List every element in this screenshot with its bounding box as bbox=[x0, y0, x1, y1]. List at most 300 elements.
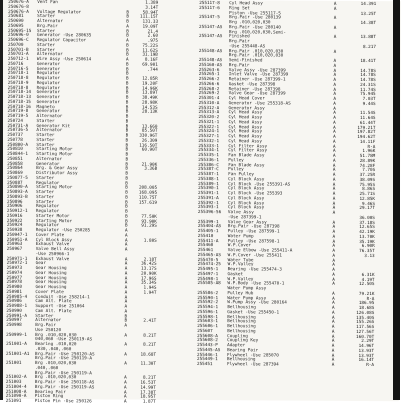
part-description: Cyl Block -Use 255391-AS bbox=[228, 183, 328, 188]
part-description: Valve Gear Assy bbox=[228, 221, 328, 226]
part-category: B bbox=[123, 111, 132, 116]
part-number: 255324-1 bbox=[198, 130, 228, 135]
part-description: Cover Plate bbox=[36, 234, 122, 239]
part-number: 250718-9 bbox=[8, 82, 37, 87]
part-description: Valve Assy -Use 287399 bbox=[229, 69, 329, 74]
part-number: 250719-8 bbox=[8, 110, 37, 115]
part-description: W.P.Valley bbox=[228, 263, 328, 268]
part-number: 255332-1 bbox=[198, 140, 228, 145]
part-number: 250701-B bbox=[8, 48, 37, 53]
part-price: 8.86S bbox=[340, 188, 375, 193]
part-price: 14.53S bbox=[132, 106, 158, 111]
part-number: 250718-14 bbox=[8, 91, 37, 96]
part-number: 255446-1 bbox=[197, 353, 227, 358]
part-number: 251008-A bbox=[6, 390, 35, 395]
part-category: A bbox=[122, 258, 131, 263]
part-price: 126.08S bbox=[339, 312, 374, 317]
part-description: Brg.Pair -Use 250119-AS bbox=[35, 386, 121, 391]
part-description: Cyl Block Assy bbox=[228, 187, 328, 192]
part-price: 75.945 bbox=[341, 93, 376, 98]
part-number: 250712-1 bbox=[8, 58, 37, 63]
part-category: B bbox=[123, 87, 132, 92]
part-category: B bbox=[122, 182, 131, 187]
part-description: Brg .010,020,030 bbox=[35, 333, 121, 338]
part-description: Brg. & Gear Assy bbox=[36, 167, 122, 172]
part-description: W.P.Cover bbox=[228, 244, 328, 249]
part-description: Exhaust Valve bbox=[36, 243, 122, 248]
part-category: A bbox=[121, 334, 130, 339]
part-price: 20.90K bbox=[131, 272, 157, 277]
part-price: 2.29T bbox=[339, 340, 374, 345]
part-description: Pulley Hub bbox=[227, 292, 327, 297]
part-description: Alternator bbox=[36, 158, 122, 163]
part-category: A bbox=[327, 293, 339, 298]
part-category: A bbox=[122, 234, 131, 239]
part-description: Conduit -Use 258214-1 bbox=[35, 295, 121, 300]
part-description: Coupling Key bbox=[227, 339, 327, 344]
part-number: 250718-1 bbox=[8, 72, 37, 77]
part-number: 255585-A8 bbox=[197, 282, 227, 287]
part-price: 1.389 bbox=[132, 2, 158, 7]
part-price: 13.70K bbox=[340, 236, 375, 241]
part-price: 79.21K bbox=[339, 293, 374, 298]
part-price: 26.309 bbox=[131, 139, 157, 144]
part-number: 250990 bbox=[6, 310, 35, 315]
part-price: 36.00S bbox=[340, 217, 375, 222]
part-description: Brg .010,020,030,Semi- bbox=[229, 31, 329, 36]
part-description: Starter bbox=[36, 191, 122, 196]
scan-edge-left bbox=[0, 0, 3, 400]
part-description: Alternator bbox=[36, 115, 122, 120]
part-number: 250718-8 bbox=[8, 77, 37, 82]
part-number: 250716 bbox=[8, 63, 37, 68]
part-category: B bbox=[123, 49, 132, 54]
part-price: 21.90K bbox=[131, 163, 157, 168]
part-category: A bbox=[328, 183, 340, 188]
part-category: A bbox=[329, 50, 341, 55]
part-category: A bbox=[121, 386, 130, 391]
part-description: Brg.Pair -Use 250120-AS bbox=[35, 352, 121, 357]
part-category: A bbox=[328, 226, 340, 231]
part-number: 251001 bbox=[6, 362, 35, 367]
part-number: 255596-1 bbox=[197, 311, 227, 316]
part-category: B bbox=[122, 211, 131, 216]
part-description: Generator bbox=[36, 162, 122, 167]
part-category: A bbox=[121, 391, 130, 396]
part-number: 255117-8 bbox=[199, 2, 229, 7]
part-price: 1.96K bbox=[340, 150, 375, 155]
part-category: B bbox=[123, 73, 132, 78]
part-row bbox=[6, 400, 171, 406]
part-price: 3.13 bbox=[340, 255, 375, 260]
part-description: Alternator bbox=[35, 319, 121, 324]
part-category: B bbox=[122, 220, 131, 225]
part-category: B bbox=[122, 187, 131, 192]
part-description: Cyl Head Assy bbox=[228, 140, 328, 145]
part-category: A bbox=[327, 364, 339, 369]
part-category: A bbox=[121, 301, 130, 306]
part-description: Regulator Capacitor bbox=[37, 39, 123, 44]
part-description: Brg.Pair .010,020,030 bbox=[229, 54, 329, 59]
part-price: 13.93T bbox=[339, 354, 374, 359]
part-number: 250980 bbox=[6, 286, 35, 291]
part-number: 255396-56 bbox=[198, 211, 228, 216]
part-category: B bbox=[122, 116, 131, 121]
part-number: 250893-B bbox=[7, 196, 36, 201]
part-description: Cyl Block Assy bbox=[228, 178, 328, 183]
part-number: 250890-A bbox=[7, 186, 36, 191]
part-category: A bbox=[328, 169, 340, 174]
part-number: 250718-15 bbox=[8, 101, 37, 106]
part-category: A bbox=[122, 263, 131, 268]
part-number: 251003 bbox=[6, 381, 35, 386]
parts-column-right bbox=[197, 2, 389, 399]
part-category: A bbox=[328, 150, 340, 155]
part-price: 77.50K bbox=[131, 215, 157, 220]
part-price: 117.56S bbox=[339, 326, 374, 331]
part-number: 255445-AS bbox=[197, 349, 227, 354]
part-number: 251004-4 bbox=[6, 386, 35, 391]
part-category: B bbox=[122, 206, 131, 211]
part-category: B bbox=[123, 21, 132, 26]
part-description: Starter bbox=[36, 134, 122, 139]
part-price: R-A bbox=[339, 364, 374, 369]
part-description: Brg.Pair -Use 280139 bbox=[229, 16, 329, 21]
part-number: 250736-5 bbox=[7, 129, 36, 134]
part-price: 35.19K bbox=[340, 240, 375, 245]
part-description: Gear bbox=[36, 262, 122, 267]
part-price: 91.29S bbox=[131, 225, 157, 230]
part-category: B bbox=[122, 168, 131, 173]
part-number: 255266-2 bbox=[199, 78, 229, 83]
part-category: A bbox=[121, 325, 130, 330]
part-number: 250972-1 bbox=[7, 262, 36, 267]
part-number: 250676-A bbox=[8, 10, 37, 15]
part-price: 38.09S bbox=[340, 179, 375, 184]
part-category: A bbox=[123, 59, 132, 64]
part-description: Fan Pulley bbox=[228, 173, 328, 178]
part-price: R-A bbox=[340, 145, 375, 150]
part-description: Starter Motor bbox=[36, 215, 122, 220]
part-description: Cyl Head Assy bbox=[228, 135, 328, 140]
part-number: 255265-1 bbox=[199, 73, 229, 78]
part-description: Cyl Head Assy bbox=[229, 2, 329, 7]
part-number: 255147-5 bbox=[199, 16, 229, 21]
part-price: 12.50S bbox=[339, 283, 374, 288]
part-category: B bbox=[123, 106, 132, 111]
part-category: A bbox=[121, 306, 130, 311]
part-number: 250718-8 bbox=[8, 86, 37, 91]
part-price: 8.21T bbox=[130, 334, 156, 339]
part-price: 160.70T bbox=[339, 335, 374, 340]
part-description: -Use 255448-AS bbox=[229, 45, 329, 50]
part-price: .975 bbox=[132, 40, 158, 45]
part-category: B bbox=[122, 177, 131, 182]
part-number: 251091 bbox=[6, 400, 35, 405]
part-number: 251002-A bbox=[6, 376, 35, 381]
part-number: 255391-A bbox=[198, 197, 228, 202]
part-number: 250997 bbox=[6, 319, 35, 324]
part-category: B bbox=[122, 215, 131, 220]
part-category: A bbox=[328, 188, 340, 193]
part-number: 255386-C bbox=[198, 163, 228, 168]
part-description: Alternator bbox=[36, 129, 122, 134]
part-price: 4.19T bbox=[339, 278, 374, 283]
part-price: 75.22S bbox=[132, 44, 158, 49]
part-description: Piston Pin -Use 250126 bbox=[35, 400, 121, 405]
part-description: Pulley bbox=[228, 168, 328, 173]
part-category: A bbox=[327, 326, 339, 331]
part-number: 255465-AS bbox=[198, 254, 228, 259]
part-description: Bellhousing bbox=[227, 325, 327, 330]
part-description: Cyl Head Assy bbox=[229, 111, 329, 116]
part-row bbox=[197, 363, 387, 369]
part-category: A bbox=[328, 126, 340, 131]
part-number: 255451 bbox=[197, 363, 227, 368]
part-category: A bbox=[121, 377, 130, 382]
part-description: Starter bbox=[36, 200, 122, 205]
part-category: B bbox=[122, 225, 131, 230]
part-number: 255443-P bbox=[197, 344, 227, 349]
part-price: 25.71S bbox=[340, 193, 375, 198]
part-number: 255263-6 bbox=[199, 68, 229, 73]
part-category: A bbox=[329, 84, 341, 89]
part-category: A bbox=[328, 236, 340, 241]
part-number: 250981 bbox=[6, 291, 35, 296]
part-number: 255590-1 bbox=[197, 296, 227, 301]
part-number: 250778 bbox=[7, 139, 36, 144]
part-price: 19.20F bbox=[132, 82, 158, 87]
part-price: 14.78S bbox=[341, 79, 376, 84]
part-category: A bbox=[121, 282, 130, 287]
part-category: A bbox=[327, 331, 339, 336]
part-description: Starter bbox=[36, 196, 122, 201]
part-category: A bbox=[328, 274, 340, 279]
part-price: 14.391 bbox=[341, 3, 376, 8]
part-number: 250676-A bbox=[8, 1, 37, 6]
part-price: 74.28F bbox=[340, 164, 375, 169]
part-category: A bbox=[329, 88, 341, 93]
part-price: 28.98K bbox=[132, 101, 158, 106]
part-description: Bellhousing bbox=[227, 316, 327, 321]
part-number: 250696-C bbox=[8, 39, 37, 44]
part-description: Bellhousing bbox=[227, 358, 327, 363]
part-price: 197.82T bbox=[340, 131, 375, 136]
part-description: Regulator bbox=[36, 210, 122, 215]
part-price: 35.34S bbox=[130, 282, 156, 287]
part-description: Cyl Filter Assy bbox=[228, 149, 328, 154]
part-price: 85.50T bbox=[131, 130, 157, 135]
part-price: 11.30T bbox=[130, 363, 156, 368]
part-description: Generator -Use 280635 bbox=[37, 34, 123, 39]
part-price: 12.85K bbox=[340, 198, 375, 203]
part-number: 255495-1 bbox=[198, 268, 228, 273]
part-number: 250912-1 bbox=[7, 210, 36, 215]
part-price: 12.65S bbox=[340, 226, 375, 231]
part-category: B bbox=[123, 78, 132, 83]
part-number: 255148-AS bbox=[199, 59, 229, 64]
part-description: Alternator bbox=[37, 53, 123, 58]
part-number: 255607 bbox=[197, 330, 227, 335]
part-category: A bbox=[328, 269, 340, 274]
part-category: B bbox=[123, 54, 132, 59]
part-description: Adapter bbox=[227, 344, 327, 349]
part-description: .030,.040,.060 bbox=[35, 348, 121, 353]
part-description: Starting Motor bbox=[36, 219, 122, 224]
part-category: A bbox=[327, 278, 339, 283]
part-category: A bbox=[328, 155, 340, 160]
part-description: Brg.Pair bbox=[229, 64, 329, 69]
part-number: 255390-1 bbox=[198, 187, 228, 192]
part-category: A bbox=[329, 107, 341, 112]
part-category: A bbox=[122, 230, 131, 235]
part-category: B bbox=[122, 163, 131, 168]
part-price: 58.94T bbox=[132, 11, 158, 16]
part-category: B bbox=[122, 120, 131, 125]
part-category: A bbox=[328, 245, 340, 250]
part-description: Brg.Pair -Use 250119-A bbox=[35, 357, 121, 362]
part-description: Cyl Head Assy bbox=[228, 126, 328, 131]
part-number: 255320-2 bbox=[198, 116, 228, 121]
part-description: Regulator bbox=[36, 224, 122, 229]
part-description: Valve Bell Assy bbox=[36, 248, 122, 253]
part-description: Generator bbox=[37, 101, 123, 106]
part-number: 250974 bbox=[7, 272, 36, 277]
part-price: 36.42S bbox=[131, 263, 157, 268]
part-description: Alternator bbox=[37, 20, 123, 25]
part-category: A bbox=[122, 268, 131, 273]
part-description: Coupling bbox=[227, 335, 327, 340]
part-description: Pulley -Use 287599-1 bbox=[228, 230, 328, 235]
part-category: B bbox=[123, 82, 132, 87]
part-price: 14.99T bbox=[130, 386, 156, 391]
part-number: 255411-A bbox=[198, 239, 228, 244]
part-category: A bbox=[327, 340, 339, 345]
part-category: A bbox=[121, 310, 130, 315]
part-category: A bbox=[121, 344, 130, 349]
part-description: Valve Elbow -Use 255411-A bbox=[228, 249, 328, 254]
part-category: B bbox=[123, 63, 132, 68]
part-number: 251001-A1 bbox=[6, 352, 35, 357]
part-price: 7.70S bbox=[340, 169, 375, 174]
part-description: -Use 250966-1 bbox=[36, 253, 122, 258]
part-price: 14.96K bbox=[132, 87, 158, 92]
part-category: A bbox=[327, 354, 339, 359]
part-price: 19.09T bbox=[132, 25, 158, 30]
part-number: 255399-1 bbox=[198, 220, 228, 225]
part-price: 61.44T bbox=[340, 122, 375, 127]
part-category: A bbox=[328, 164, 340, 169]
part-price: 9.44S bbox=[341, 103, 376, 108]
part-category: A bbox=[328, 212, 340, 217]
part-category: A bbox=[329, 74, 341, 79]
part-description: Starter bbox=[37, 44, 123, 49]
part-category: B bbox=[122, 130, 131, 135]
part-number: 255147-AS bbox=[199, 35, 229, 40]
part-number: 250947-1 bbox=[7, 234, 36, 239]
part-price: 28.89K bbox=[340, 160, 375, 165]
part-price: 17.96S bbox=[130, 277, 156, 282]
part-price: 11.64S bbox=[340, 117, 375, 122]
part-number: 250922 bbox=[7, 219, 36, 224]
part-category: A bbox=[121, 401, 130, 406]
part-description: Cyl Head Assy bbox=[228, 121, 328, 126]
part-description: Cam Alt. Plate bbox=[35, 300, 121, 305]
part-number: 250887 bbox=[7, 181, 36, 186]
part-number: 255608-2 bbox=[197, 339, 227, 344]
part-description: Generator Assy bbox=[229, 107, 329, 112]
part-description: Cyl Block Assy bbox=[36, 238, 122, 243]
part-category: A bbox=[328, 240, 340, 245]
part-price: 11.62S bbox=[132, 49, 158, 54]
part-description: W.Pump Assy -Use 280164 bbox=[227, 301, 327, 306]
part-price: 135.40S bbox=[339, 316, 374, 321]
part-number: 255391-1 bbox=[198, 192, 228, 197]
part-description: W.P.Cover -Use 255411 bbox=[228, 254, 328, 259]
part-number: 255312-A bbox=[199, 106, 229, 111]
part-category: B bbox=[123, 16, 132, 21]
part-price: 3.36B bbox=[131, 168, 157, 173]
part-description: Fan Blade Assy bbox=[228, 154, 328, 159]
part-description: Brg.Pair bbox=[35, 324, 121, 329]
part-number: 255148-AS bbox=[199, 49, 229, 54]
part-category: B bbox=[123, 92, 132, 97]
part-category: A bbox=[327, 316, 339, 321]
part-number: 250985-4 bbox=[6, 295, 35, 300]
part-description: Brg.Pair .010,020,030 bbox=[229, 50, 329, 55]
part-category: A bbox=[328, 250, 340, 255]
part-number: 255387-C bbox=[198, 168, 228, 173]
part-category: A bbox=[327, 302, 339, 307]
part-number: 250690 bbox=[8, 20, 37, 25]
part-number: 250701-A bbox=[8, 53, 37, 58]
part-description: Regulator bbox=[37, 82, 123, 87]
part-description: Use 250120 bbox=[35, 329, 121, 334]
part-category: B bbox=[122, 144, 131, 149]
part-price: 8.21T bbox=[130, 344, 156, 349]
part-price: 38.49K bbox=[132, 97, 158, 102]
part-number: 250858 bbox=[7, 162, 36, 167]
part-description: Finished bbox=[229, 35, 329, 40]
part-number: 250851 bbox=[7, 158, 36, 163]
part-price: 1.80S bbox=[131, 239, 157, 244]
part-description: Flywheel -Use 285070 bbox=[227, 354, 327, 359]
part-category: A bbox=[121, 382, 130, 387]
part-category: A bbox=[121, 287, 130, 292]
part-number: 255393-1 bbox=[198, 206, 228, 211]
part-number: 255460 bbox=[198, 244, 228, 249]
part-category: A bbox=[328, 122, 340, 127]
part-category: A bbox=[329, 112, 341, 117]
part-price: 11.74S bbox=[341, 88, 376, 93]
part-description: Valve Assy bbox=[228, 211, 328, 216]
part-price: 13.17S bbox=[131, 268, 157, 273]
part-category: A bbox=[328, 145, 340, 150]
part-number: 250988-1 bbox=[6, 305, 35, 310]
part-category: B bbox=[121, 320, 130, 325]
part-category: A bbox=[327, 345, 339, 350]
part-category: A bbox=[329, 93, 341, 98]
part-category: A bbox=[329, 27, 341, 32]
part-price: 16.14T bbox=[339, 359, 374, 364]
part-number: 255498-1 bbox=[197, 277, 227, 282]
part-description: Gasket bbox=[228, 273, 328, 278]
part-number: 255269-2 bbox=[199, 92, 229, 97]
part-description: Starting Motor bbox=[36, 153, 122, 158]
part-number: 250967 bbox=[7, 248, 36, 253]
part-description: Generator -Use 255318-AS bbox=[229, 102, 329, 107]
part-number: 250810 bbox=[7, 148, 36, 153]
